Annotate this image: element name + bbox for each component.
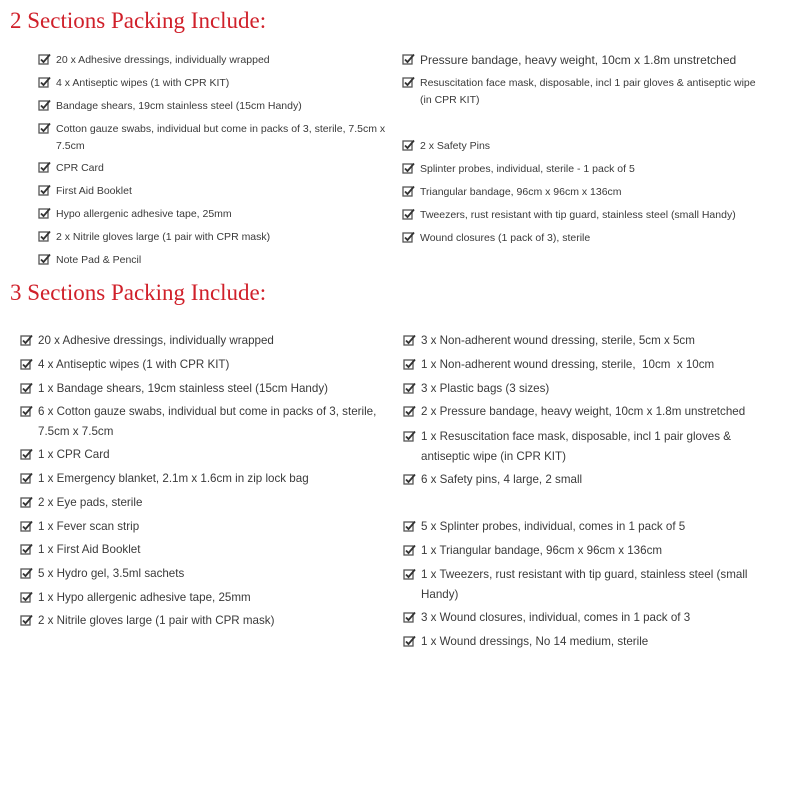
list-item: 2 x Eye pads, sterile: [20, 493, 383, 513]
checkbox-checked-icon: [403, 382, 416, 395]
list-item: 1 x Wound dressings, No 14 medium, sterile: [403, 632, 756, 652]
checkbox-checked-icon: [20, 472, 33, 485]
list-item: 5 x Hydro gel, 3.5ml sachets: [20, 564, 383, 584]
checkbox-checked-icon: [403, 568, 416, 581]
list-item: 1 x Emergency blanket, 2.1m x 1.6cm in zip lock bag: [20, 469, 383, 489]
checkbox-checked-icon: [403, 635, 416, 648]
list-item: Resuscitation face mask, disposable, incl 1 pair gloves & antiseptic wipe (in CPR KIT): [402, 75, 760, 109]
checkbox-checked-icon: [38, 99, 51, 112]
list-item: 1 x Fever scan strip: [20, 517, 383, 537]
checkbox-checked-icon: [38, 253, 51, 266]
list-item: 4 x Antiseptic wipes (1 with CPR KIT): [38, 75, 388, 92]
list-item: 1 x Tweezers, rust resistant with tip guard, stainless steel (small Handy): [403, 565, 756, 605]
checkbox-checked-icon: [402, 76, 415, 89]
checkbox-checked-icon: [403, 430, 416, 443]
checkbox-checked-icon: [20, 567, 33, 580]
checkbox-checked-icon: [38, 230, 51, 243]
checkbox-checked-icon: [20, 382, 33, 395]
checkbox-checked-icon: [38, 53, 51, 66]
list-item: 1 x Triangular bandage, 96cm x 96cm x 136cm: [403, 541, 756, 561]
list-item: 5 x Splinter probes, individual, comes in 1 pack of 5: [403, 517, 756, 537]
list-item: Note Pad & Pencil: [38, 252, 388, 269]
checkbox-checked-icon: [20, 543, 33, 556]
list-item: 1 x Bandage shears, 19cm stainless steel (15cm Handy): [20, 379, 383, 399]
section-3-heading: 3 Sections Packing Include:: [10, 280, 267, 305]
checkbox-checked-icon: [403, 544, 416, 557]
checkbox-checked-icon: [403, 334, 416, 347]
checkbox-checked-icon: [20, 405, 33, 418]
list-item: 2 x Nitrile gloves large (1 pair with CPR mask): [38, 229, 388, 246]
list-item: Hypo allergenic adhesive tape, 25mm: [38, 206, 388, 223]
list-item: 20 x Adhesive dressings, individually wrapped: [38, 52, 388, 69]
checkbox-checked-icon: [403, 473, 416, 486]
checkbox-checked-icon: [402, 208, 415, 221]
list-item: 2 x Pressure bandage, heavy weight, 10cm x 1.8m unstretched: [403, 402, 786, 422]
checkbox-checked-icon: [403, 520, 416, 533]
list-item: 2 x Nitrile gloves large (1 pair with CPR mask): [20, 611, 383, 631]
list-item: First Aid Booklet: [38, 183, 388, 200]
checkbox-checked-icon: [20, 591, 33, 604]
list-item: 1 x First Aid Booklet: [20, 540, 383, 560]
list-item: Tweezers, rust resistant with tip guard, stainless steel (small Handy): [402, 207, 790, 224]
list-item: 1 x CPR Card: [20, 445, 383, 465]
checkbox-checked-icon: [402, 185, 415, 198]
list-item: Triangular bandage, 96cm x 96cm x 136cm: [402, 184, 790, 201]
checkbox-checked-icon: [38, 207, 51, 220]
list-item: Bandage shears, 19cm stainless steel (15cm Handy): [38, 98, 388, 115]
checkbox-checked-icon: [402, 231, 415, 244]
checkbox-checked-icon: [403, 611, 416, 624]
list-item: 3 x Non-adherent wound dressing, sterile, 5cm x 5cm: [403, 331, 756, 351]
checkbox-checked-icon: [20, 448, 33, 461]
list-item: 4 x Antiseptic wipes (1 with CPR KIT): [20, 355, 383, 375]
list-item: 3 x Wound closures, individual, comes in 1 pack of 3: [403, 608, 756, 628]
list-item: 2 x Safety Pins: [402, 138, 790, 155]
list-item: Splinter probes, individual, sterile - 1 pack of 5: [402, 161, 790, 178]
list-item: 1 x Non-adherent wound dressing, sterile, 10cm x 10cm: [403, 355, 756, 375]
checkbox-checked-icon: [402, 162, 415, 175]
checkbox-checked-icon: [402, 139, 415, 152]
list-item: 6 x Cotton gauze swabs, individual but come in packs of 3, sterile, 7.5cm x 7.5cm: [20, 402, 383, 442]
list-item: 6 x Safety pins, 4 large, 2 small: [403, 470, 756, 490]
checkbox-checked-icon: [20, 520, 33, 533]
list-item: 1 x Resuscitation face mask, disposable, incl 1 pair gloves & antiseptic wipe (in CPR KIT): [403, 427, 756, 467]
list-item: 20 x Adhesive dressings, individually wrapped: [20, 331, 383, 351]
list-item: 1 x Hypo allergenic adhesive tape, 25mm: [20, 588, 383, 608]
list-item: CPR Card: [38, 160, 388, 177]
checkbox-checked-icon: [38, 122, 51, 135]
checkbox-checked-icon: [38, 76, 51, 89]
checkbox-checked-icon: [38, 161, 51, 174]
checkbox-checked-icon: [403, 405, 416, 418]
list-item: Cotton gauze swabs, individual but come in packs of 3, sterile, 7.5cm x 7.5cm: [38, 121, 388, 155]
checkbox-checked-icon: [20, 496, 33, 509]
checkbox-checked-icon: [20, 614, 33, 627]
section-2-heading: 2 Sections Packing Include:: [10, 8, 267, 33]
checkbox-checked-icon: [402, 53, 415, 66]
checkbox-checked-icon: [20, 358, 33, 371]
checkbox-checked-icon: [38, 184, 51, 197]
list-item: Wound closures (1 pack of 3), sterile: [402, 230, 790, 247]
list-item: Pressure bandage, heavy weight, 10cm x 1.8m unstretched: [402, 52, 790, 69]
list-item: 3 x Plastic bags (3 sizes): [403, 379, 756, 399]
checkbox-checked-icon: [20, 334, 33, 347]
checkbox-checked-icon: [403, 358, 416, 371]
